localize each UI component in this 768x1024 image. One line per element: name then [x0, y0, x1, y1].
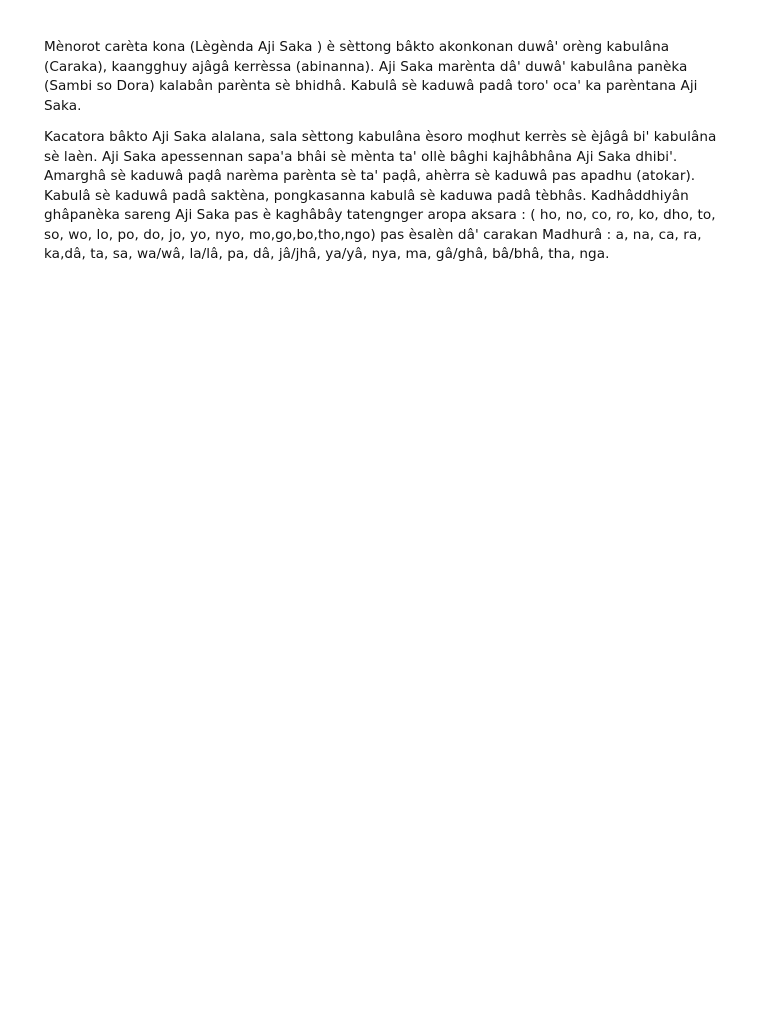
- document-page: [44, 38, 734, 277]
- paragraph-intro: Mènorot carèta kona (Lègènda Aji Saka ) è sèttong bâkto akonkonan duwâ' orèng kabulâna (Caraka), kaangghuy ajâgâ kerrèssa (abinanna). Aji Saka marènta dâ' duwâ' kabulâna panèka (Sambi so Dora) kalabân parènta sè bhidhâ. Kabulâ sè kaduwâ padâ toro' oca' ka parèntana Aji Saka.: [44, 39, 698, 114]
- paragraph-story: Kacatora bâkto Aji Saka alalana, sala sèttong kabulâna èsoro moḍhut kerrès sè èjâgâ bi' kabulâna sè laèn. Aji Saka apessennan sapa'a bhâi sè mènta ta' ollè bâghi kajhâbhâna Aji Saka dhibi'. Amarghâ sè kaduwâ paḍâ narèma parènta sè ta' paḍâ, ahèrra sè kaduwâ pas apadhu (atokar). Kabulâ sè kaduwâ padâ saktèna, pongkasanna kabulâ sè kaduwa padâ tèbhâs. Kadhâddhiyân ghâpanèka sareng Aji Saka pas è kaghâbây tatengnger aropa aksara : ( ho, no, co, ro, ko, dho, to, so, wo, lo, po, do, jo, yo, nyo, mo,go,bo,tho,ngo) pas èsalèn dâ' carakan Madhurâ : a, na, ca, ra, ka,dâ, ta, sa, wa/wâ, la/lâ, pa, dâ, jâ/jhâ, ya/yâ, nya, ma, gâ/ghâ, bâ/bhâ, tha, nga.: [44, 129, 717, 262]
